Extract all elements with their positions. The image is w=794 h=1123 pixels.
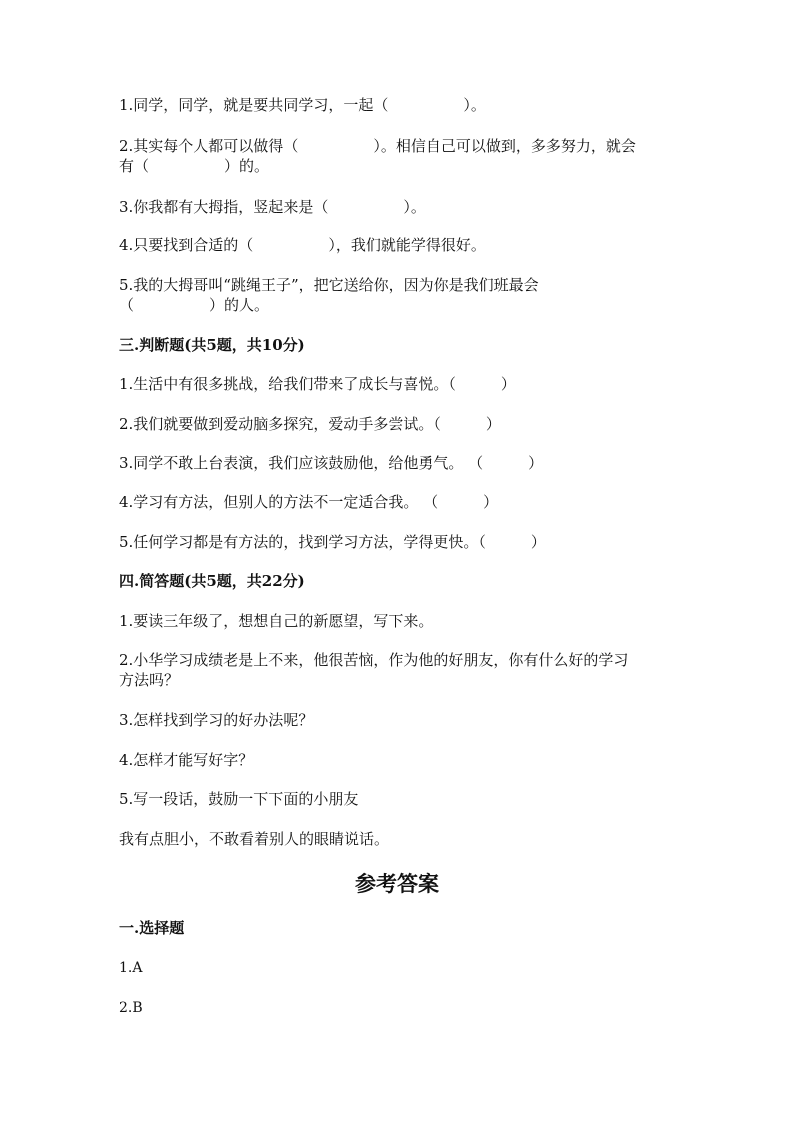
fill-blank-question-4: 4.只要找到合适的（ ），我们就能学得很好。 <box>119 236 486 254</box>
short-answer-question-2-line-2: 方法吗？ <box>119 671 180 689</box>
short-answer-question-4: 4.怎样才能写好字？ <box>119 751 254 769</box>
true-false-question-3: 3.同学不敢上台表演，我们应该鼓励他，给他勇气。 （ ） <box>119 454 544 472</box>
fill-blank-question-2-line-1: 2.其实每个人都可以做得（ ）。相信自己可以做到，多多努力，就会 <box>119 137 636 155</box>
true-false-question-5: 5.任何学习都是有方法的，找到学习方法，学得更快。（ ） <box>119 533 546 551</box>
short-answer-question-3: 3.怎样找到学习的好办法呢？ <box>119 711 314 729</box>
true-false-question-4: 4.学习有方法，但别人的方法不一定适合我。 （ ） <box>119 493 499 511</box>
short-answer-question-2-line-1: 2.小华学习成绩老是上不来，他很苦恼，作为他的好朋友，你有什么好的学习 <box>119 651 629 669</box>
answer-1: 1.A <box>119 960 143 976</box>
answer-key-section-1-heading: 一.选择题 <box>119 919 185 937</box>
true-false-question-1: 1.生活中有很多挑战，给我们带来了成长与喜悦。（ ） <box>119 375 516 393</box>
true-false-heading: 三.判断题(共5题，共10分) <box>119 336 305 354</box>
fill-blank-question-1: 1.同学，同学，就是要共同学习，一起（ ）。 <box>119 96 486 114</box>
short-answer-question-5-quote: 我有点胆小，不敢看着别人的眼睛说话。 <box>119 830 390 848</box>
fill-blank-question-3: 3.你我都有大拇指，竖起来是（ ）。 <box>119 198 426 216</box>
fill-blank-question-5-line-1: 5.我的大拇哥叫“跳绳王子”，把它送给你，因为你是我们班最会 <box>119 276 539 294</box>
short-answer-heading: 四.简答题(共5题，共22分) <box>119 572 305 590</box>
true-false-question-2: 2.我们就要做到爱动脑多探究，爱动手多尝试。（ ） <box>119 415 501 433</box>
fill-blank-question-5-line-2: （ ）的人。 <box>119 296 270 314</box>
answer-key-title: 参考答案 <box>355 871 439 896</box>
short-answer-question-1: 1.要读三年级了，想想自己的新愿望，写下来。 <box>119 612 434 630</box>
answer-2: 2.B <box>119 1000 143 1016</box>
fill-blank-question-2-line-2: 有（ ）的。 <box>119 157 270 175</box>
short-answer-question-5: 5.写一段话，鼓励一下下面的小朋友 <box>119 790 359 808</box>
